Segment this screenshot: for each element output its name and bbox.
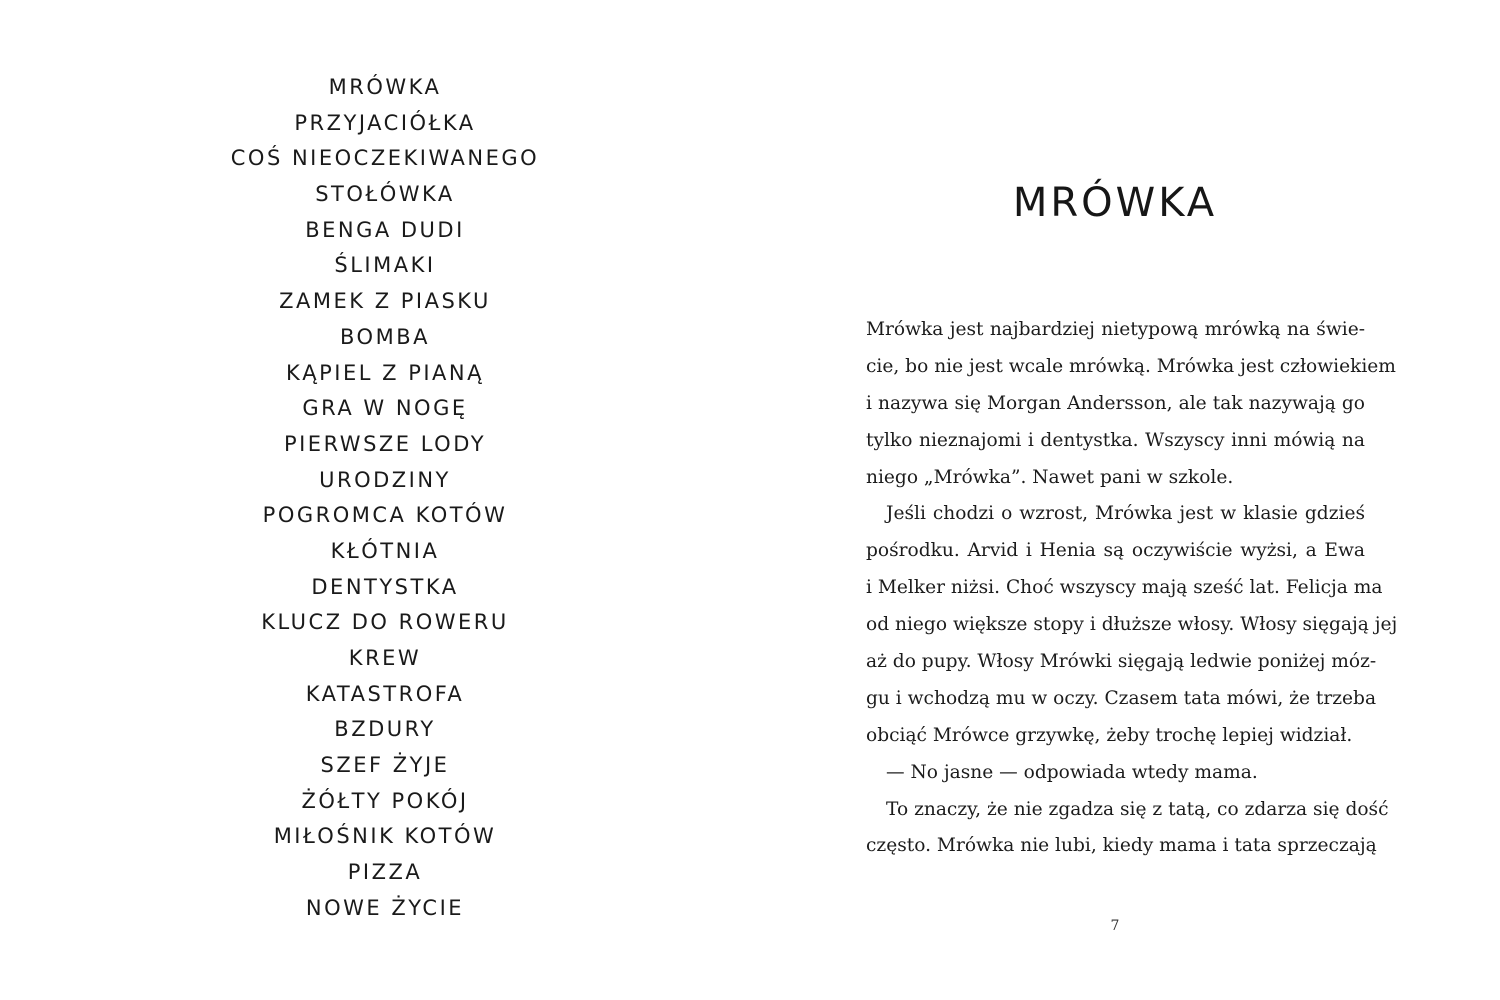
toc-item: ŻÓŁTY POKÓJ bbox=[301, 788, 469, 813]
toc-item: STOŁÓWKA bbox=[315, 182, 455, 207]
toc-item: GRA W NOGĘ bbox=[302, 396, 468, 421]
toc-item: COŚ NIEOCZEKIWANEGO bbox=[230, 146, 540, 171]
text-line: gu i wchodzą mu w oczy. Czasem tata mówi, że trzeba bbox=[866, 687, 1377, 709]
toc-item: KREW bbox=[348, 646, 422, 670]
table-of-contents bbox=[225, 70, 545, 927]
text-line: od niego większe stopy i dłuższe włosy. Włosy sięgają jej bbox=[866, 614, 1398, 636]
toc-item: ŚLIMAKI bbox=[334, 253, 436, 278]
text-line: i nazywa się Morgan Andersson, ale tak nazywają go bbox=[866, 392, 1365, 414]
toc-item: MRÓWKA bbox=[328, 75, 442, 99]
toc-item: BOMBA bbox=[340, 324, 430, 349]
toc-item: KŁÓTNIA bbox=[330, 538, 440, 563]
text-line: i Melker niżsi. Choć wszyscy mają sześć lat. Felicja ma bbox=[866, 577, 1383, 599]
text-line: tylko nieznajomi i dentystka. Wszyscy inni mówią na bbox=[866, 429, 1365, 451]
toc-item: KLUCZ DO ROWERU bbox=[261, 610, 509, 635]
text-line: często. Mrówka nie lubi, kiedy mama i tata sprzeczają bbox=[866, 835, 1377, 857]
toc-item: BENGA DUDI bbox=[305, 217, 465, 242]
toc-item: BZDURY bbox=[334, 717, 436, 742]
text-line: cie, bo nie jest wcale mrówką. Mrówka jest człowiekiem bbox=[866, 355, 1396, 377]
toc-item: PRZYJACIÓŁKA bbox=[294, 110, 476, 135]
toc-item: KĄPIEL Z PIANĄ bbox=[286, 360, 484, 385]
chapter-title: MRÓWKA bbox=[1012, 180, 1218, 226]
text-line: To znaczy, że nie zgadza się z tatą, co zdarza się dość bbox=[886, 798, 1389, 820]
toc-item: DENTYSTKA bbox=[311, 574, 459, 599]
toc-item: POGROMCA KOTÓW bbox=[262, 503, 508, 528]
text-line: aż do pupy. Włosy Mrówki sięgają ledwie poniżej móz- bbox=[866, 651, 1377, 673]
toc-item: NOWE ŻYCIE bbox=[305, 895, 465, 920]
toc-item: PIZZA bbox=[347, 860, 423, 885]
text-line: — No jasne — odpowiada wtedy mama. bbox=[886, 761, 1258, 783]
text-line: niego „Mrówka”. Nawet pani w szkole. bbox=[866, 466, 1234, 488]
chapter-body-text bbox=[866, 312, 1398, 865]
toc-item: PIERWSZE LODY bbox=[283, 431, 487, 456]
text-line: Jeśli chodzi o wzrost, Mrówka jest w klasie gdzieś bbox=[886, 503, 1365, 525]
toc-item: URODZINY bbox=[319, 467, 451, 492]
toc-item: MIŁOŚNIK KOTÓW bbox=[273, 824, 497, 849]
toc-item: SZEF ŻYJE bbox=[320, 753, 450, 778]
text-line: Mrówka jest najbardziej nietypową mrówką na świe- bbox=[866, 319, 1365, 340]
text-line: pośrodku. Arvid i Henia są oczywiście wyżsi, a Ewa bbox=[866, 540, 1365, 562]
toc-item: KATASTROFA bbox=[305, 681, 465, 706]
text-line: obciąć Mrówce grzywkę, żeby trochę lepiej widział. bbox=[866, 724, 1353, 746]
page-number: 7 bbox=[1110, 918, 1120, 934]
toc-item: ZAMEK Z PIASKU bbox=[279, 289, 491, 314]
